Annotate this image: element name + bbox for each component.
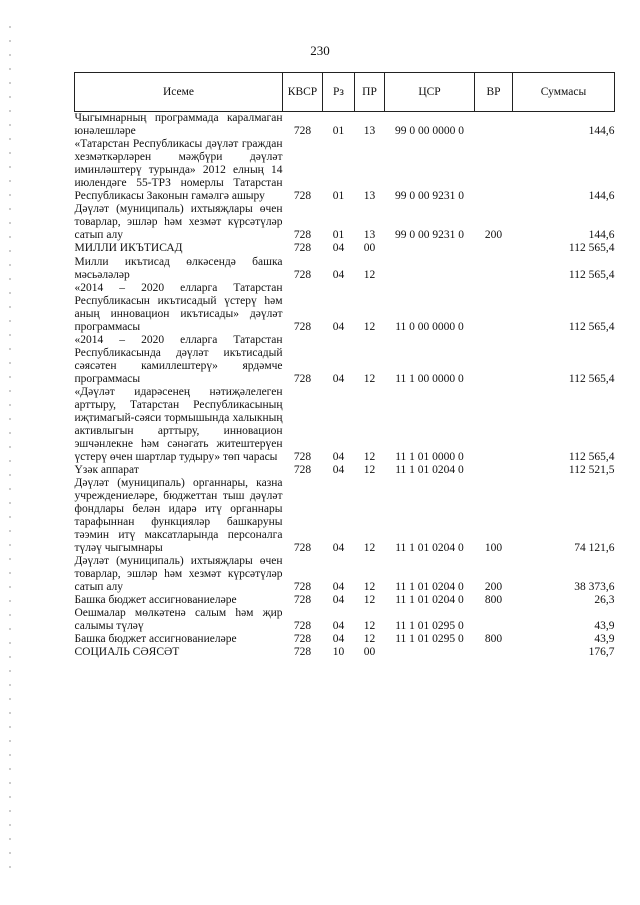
- col-header-kvsr: КВСР: [283, 73, 323, 112]
- cell-kvsr: 728: [293, 451, 312, 463]
- cell-kvsr: 728: [293, 242, 312, 254]
- cell-pr: 13: [363, 190, 376, 202]
- cell-csr: 11 0 00 0000 0: [395, 321, 464, 333]
- binding-margin: [8, 20, 12, 880]
- cell-rz: 04: [332, 464, 345, 476]
- cell-kvsr: 728: [293, 464, 312, 476]
- cell-vr: 200: [484, 229, 503, 241]
- cell-rz: 10: [332, 646, 345, 658]
- cell-rz: 04: [332, 373, 345, 385]
- table-row: [75, 138, 615, 203]
- cell-name: «Дәүләт идарәсенең нәтиҗәлелеген арттыру, Татарстан Республикасының иҗтимагый-сәяси тормышында халыкның активлыгын арттыру, инновацион эшчәнлекне һәм сәнәгать житештерүен үстерү өчен шартлар тудыру» төп чарасы: [74, 386, 283, 463]
- cell-sum: 26,3: [594, 594, 615, 606]
- cell-sum: 43,9: [594, 620, 615, 632]
- cell-kvsr: 728: [293, 581, 312, 593]
- cell-csr: [385, 242, 475, 256]
- cell-csr: 11 1 01 0204 0: [395, 464, 464, 476]
- cell-kvsr: 728: [293, 620, 312, 632]
- cell-vr: [475, 607, 513, 633]
- cell-rz: 04: [332, 451, 345, 463]
- cell-pr: 12: [363, 464, 376, 476]
- cell-vr: [475, 386, 513, 464]
- cell-pr: 00: [363, 646, 376, 658]
- cell-pr: 12: [363, 633, 376, 645]
- cell-vr: [475, 242, 513, 256]
- cell-pr: 12: [363, 542, 376, 554]
- cell-csr: [385, 646, 475, 660]
- cell-csr: 11 1 01 0204 0: [395, 581, 464, 593]
- col-header-name: Исеме: [75, 73, 283, 112]
- cell-pr: 12: [363, 269, 376, 281]
- cell-name: МИЛЛИ ИКЪТИСАД: [74, 242, 183, 254]
- budget-table: [74, 72, 615, 660]
- cell-csr: 11 1 01 0204 0: [395, 542, 464, 554]
- cell-vr: [475, 646, 513, 660]
- table-row: [75, 477, 615, 555]
- cell-vr: [475, 112, 513, 139]
- cell-vr: 800: [484, 633, 503, 645]
- cell-pr: 13: [363, 125, 376, 137]
- cell-sum: 112 565,4: [568, 242, 615, 254]
- cell-pr: 13: [363, 229, 376, 241]
- cell-kvsr: 728: [293, 229, 312, 241]
- cell-sum: 112 565,4: [568, 451, 615, 463]
- cell-sum: 74 121,6: [574, 542, 615, 554]
- cell-rz: 01: [332, 229, 345, 241]
- cell-vr: 800: [484, 594, 503, 606]
- cell-csr: [385, 256, 475, 282]
- cell-csr: 99 0 00 0000 0: [395, 125, 464, 137]
- col-header-sum: Суммасы: [513, 73, 615, 112]
- cell-sum: 112 565,4: [568, 269, 615, 281]
- col-header-pr: ПР: [355, 73, 385, 112]
- cell-rz: 04: [332, 620, 345, 632]
- col-header-vr: ВР: [475, 73, 513, 112]
- cell-name: Дәүләт (муниципаль) ихтыяҗлары өчен товарлар, эшләр һәм хезмәт күрсәтүләр сатып алу: [74, 555, 283, 593]
- cell-csr: 11 1 01 0295 0: [395, 620, 464, 632]
- table-row: [75, 203, 615, 242]
- cell-name: Дәүләт (муниципаль) ихтыяҗлары өчен товарлар, эшләр һәм хезмәт күрсәтүләр сатып алу: [74, 203, 283, 241]
- table-row: [75, 464, 615, 477]
- cell-pr: 12: [363, 581, 376, 593]
- table-row: [75, 386, 615, 464]
- cell-sum: 144,6: [588, 229, 615, 241]
- cell-pr: 12: [363, 373, 376, 385]
- table-row: [75, 607, 615, 633]
- cell-kvsr: 728: [293, 646, 312, 658]
- cell-name: Дәүләт (муниципаль) органнары, казна учреждениеләре, бюджеттан тыш дәүләт фондлары белән идарә итү органнары тарафыннан функцияләр башкаруны тәэмин итү максатларында персоналга түләү чыгымнары: [74, 477, 283, 554]
- table-row: [75, 112, 615, 139]
- cell-csr: 11 1 00 0000 0: [395, 373, 464, 385]
- cell-sum: 112 521,5: [568, 464, 615, 476]
- cell-kvsr: 728: [293, 373, 312, 385]
- cell-pr: 00: [363, 242, 376, 254]
- section-row: [75, 646, 615, 660]
- cell-kvsr: 728: [293, 269, 312, 281]
- table-row: [75, 555, 615, 594]
- cell-csr: 11 1 01 0000 0: [395, 451, 464, 463]
- cell-name: Милли икътисад өлкәсендә башка мәсьәләләр: [74, 256, 283, 281]
- cell-name: «2014 – 2020 елларга Татарстан Республикасын икътисадый үстерү һәм аның инновацион икътисады» дәүләт программасы: [74, 282, 283, 333]
- cell-rz: 04: [332, 542, 345, 554]
- cell-sum: 38 373,6: [574, 581, 615, 593]
- cell-vr: 200: [484, 581, 503, 593]
- cell-kvsr: 728: [293, 633, 312, 645]
- cell-name: Башка бюджет ассигнованиеләре: [74, 633, 237, 645]
- cell-pr: 12: [363, 451, 376, 463]
- cell-rz: 01: [332, 190, 345, 202]
- cell-csr: 11 1 01 0295 0: [395, 633, 464, 645]
- section-row: [75, 242, 615, 256]
- cell-sum: 112 565,4: [568, 321, 615, 333]
- cell-pr: 12: [363, 594, 376, 606]
- cell-pr: 12: [363, 620, 376, 632]
- table-row: [75, 633, 615, 646]
- cell-name: Чыгымнарның программада каралмаган юнәлешләре: [74, 112, 283, 137]
- cell-vr: [475, 464, 513, 477]
- cell-kvsr: 728: [293, 542, 312, 554]
- cell-kvsr: 728: [293, 125, 312, 137]
- cell-name: СОЦИАЛЬ СӘЯСӘТ: [74, 646, 180, 658]
- table-header-row: [75, 73, 615, 112]
- cell-csr: 99 0 00 9231 0: [395, 190, 464, 202]
- col-header-csr: ЦСР: [385, 73, 475, 112]
- table-row: [75, 334, 615, 386]
- cell-vr: [475, 334, 513, 386]
- cell-vr: [475, 282, 513, 334]
- cell-sum: 144,6: [588, 190, 615, 202]
- cell-kvsr: 728: [293, 594, 312, 606]
- cell-rz: 01: [332, 125, 345, 137]
- cell-rz: 04: [332, 581, 345, 593]
- cell-name: Башка бюджет ассигнованиеләре: [74, 594, 237, 606]
- cell-rz: 04: [332, 321, 345, 333]
- cell-name: «Татарстан Республикасы дәүләт граждан хезмәткәрләрен мәҗбүри дәүләт иминләштерү турында» 2012 елның 14 июлендәге 55-ТРЗ номерлы Татарстан Республикасы Законын гамәлгә ашыру: [74, 138, 283, 202]
- cell-name: Үзәк аппарат: [74, 464, 139, 476]
- cell-sum: 112 565,4: [568, 373, 615, 385]
- cell-vr: [475, 138, 513, 203]
- cell-name: Оешмалар мөлкәтенә салым һәм җир салымы түләү: [74, 607, 283, 632]
- cell-rz: 04: [332, 242, 345, 254]
- cell-csr: 99 0 00 9231 0: [395, 229, 464, 241]
- cell-vr: 100: [484, 542, 503, 554]
- cell-vr: [475, 256, 513, 282]
- page-number: 230: [310, 43, 330, 58]
- table-row: [75, 256, 615, 282]
- cell-rz: 04: [332, 269, 345, 281]
- cell-kvsr: 728: [293, 321, 312, 333]
- cell-rz: 04: [332, 594, 345, 606]
- cell-sum: 176,7: [588, 646, 615, 658]
- table-row: [75, 594, 615, 607]
- cell-kvsr: 728: [293, 190, 312, 202]
- cell-name: «2014 – 2020 елларга Татарстан Республикасында дәүләт икътисадый сәясәтен камиллештерү» ярдәмче программасы: [74, 334, 283, 385]
- col-header-rz: Рз: [323, 73, 355, 112]
- table-row: [75, 282, 615, 334]
- cell-sum: 43,9: [594, 633, 615, 645]
- cell-sum: 144,6: [588, 125, 615, 137]
- cell-rz: 04: [332, 633, 345, 645]
- cell-pr: 12: [363, 321, 376, 333]
- cell-csr: 11 1 01 0204 0: [395, 594, 464, 606]
